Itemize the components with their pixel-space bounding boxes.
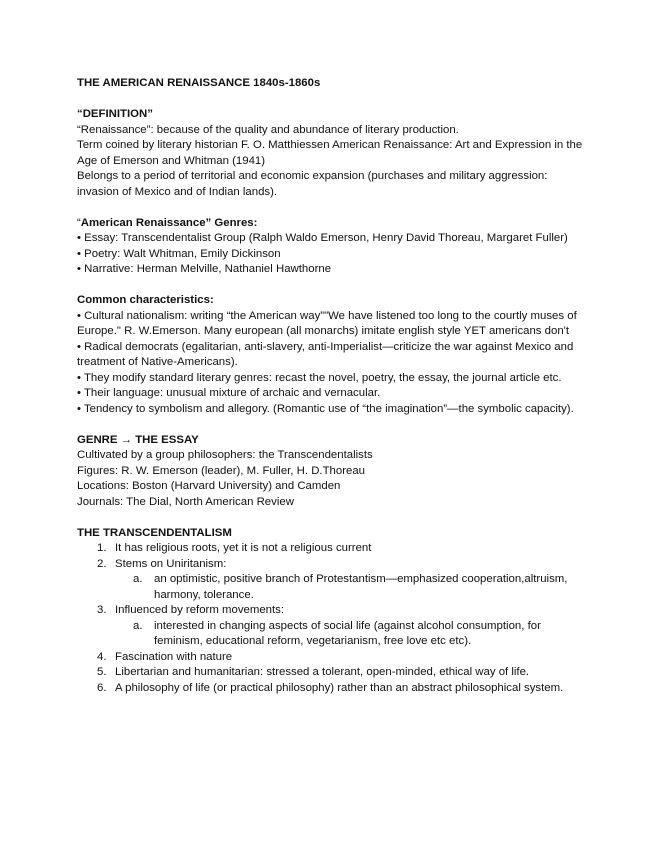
document-title: THE AMERICAN RENAISSANCE 1840s-1860s	[77, 77, 321, 89]
list-text: Stems on Uniritanism:	[115, 557, 227, 570]
document-body	[77, 76, 587, 696]
essay-heading: GENRE → THE ESSAY	[77, 433, 199, 446]
characteristic-item: • Radical democrats (egalitarian, anti-slavery, anti-Imperialist—criticize the war against Mexico and treatment of Native-Americans).	[77, 340, 574, 368]
list-text: Fascination with nature	[115, 650, 233, 663]
list-item	[77, 650, 587, 666]
sublist-text: interested in changing aspects of social life (against alcohol consumption, for feminism, educational reform, vegetarianism, free love etc etc).	[154, 619, 541, 647]
transcendentalism-list	[77, 650, 587, 697]
spacer	[77, 92, 587, 108]
essay-line: Figures: R. W. Emerson (leader), M. Fuller, H. D.Thoreau	[77, 464, 366, 477]
characteristics-heading: Common characteristics:	[77, 294, 214, 306]
transcendentalism-heading: THE TRANSCENDENTALISM	[77, 526, 232, 539]
list-item	[77, 557, 587, 573]
essay-line: Journals: The Dial, North American Review	[77, 495, 294, 508]
genres-heading	[77, 216, 587, 232]
spacer	[77, 417, 587, 433]
definition-line: “Renaissance”: because of the quality and abundance of literary production.	[77, 123, 459, 136]
sublist-letter: a.	[133, 619, 143, 632]
list-item	[77, 541, 587, 557]
genre-item: • Essay: Transcendentalist Group (Ralph Waldo Emerson, Henry David Thoreau, Margaret Fuller)	[77, 232, 568, 244]
list-item	[77, 603, 587, 619]
definition-section	[77, 107, 587, 200]
list-text: Libertarian and humanitarian: stressed a tolerant, open-minded, ethical way of life.	[115, 666, 530, 678]
sublist-item	[77, 619, 587, 650]
essay-line: Cultivated by a group philosophers: the Transcendentalists	[77, 449, 373, 461]
genre-item: • Poetry: Walt Whitman, Emily Dickinson	[77, 247, 281, 260]
list-text: It has religious roots, yet it is not a religious current	[115, 542, 372, 554]
transcendentalism-sublist	[77, 619, 587, 650]
list-number: 1.	[97, 542, 107, 554]
definition-heading: “DEFINITION”	[77, 108, 153, 120]
characteristic-item: • They modify standard literary genres: recast the novel, poetry, the essay, the journal article etc.	[77, 371, 562, 384]
essay-line: Locations: Boston (Harvard University) and Camden	[77, 480, 341, 492]
list-number: 3.	[97, 604, 107, 616]
genres-heading-quote: “	[77, 216, 81, 229]
essay-section	[77, 433, 587, 511]
definition-line: Belongs to a period of territorial and economic expansion (purchases and military aggression: invasion of Mexico and of Indian lands).	[77, 170, 548, 198]
list-text: A philosophy of life (or practical philosophy) rather than an abstract philosophical system.	[115, 681, 564, 694]
list-text: Influenced by reform movements:	[115, 604, 285, 616]
spacer	[77, 200, 587, 216]
characteristic-item: • Their language: unusual mixture of archaic and vernacular.	[77, 387, 381, 399]
sublist-text: an optimistic, positive branch of Protestantism—emphasized cooperation,altruism, harmony, tolerance.	[154, 573, 568, 601]
list-number: 4.	[97, 650, 107, 663]
characteristic-item: • Tendency to symbolism and allegory. (Romantic use of “the imagination”—the symbolic capacity).	[77, 402, 574, 415]
list-item	[77, 665, 587, 681]
transcendentalism-list	[77, 603, 587, 619]
list-item	[77, 681, 587, 697]
characteristics-section	[77, 293, 587, 417]
spacer	[77, 510, 587, 526]
transcendentalism-sublist	[77, 572, 587, 603]
characteristic-item: • Cultural nationalism: writing “the American way”"We have listened too long to the courtly muses of Europe." R. W.Emerson. Many european (all monarchs) imitate english style YET americans don't	[77, 309, 577, 337]
genres-section	[77, 216, 587, 278]
definition-line: Term coined by literary historian F. O. Matthiessen American Renaissance: Art and Expression in the Age of Emerson and Whitman (1941)	[77, 139, 583, 167]
list-number: 6.	[97, 681, 107, 694]
sublist-letter: a.	[133, 573, 143, 585]
list-number: 5.	[97, 666, 107, 678]
spacer	[77, 278, 587, 294]
genre-item: • Narrative: Herman Melville, Nathaniel Hawthorne	[77, 263, 332, 275]
list-number: 2.	[97, 557, 107, 570]
genres-heading-text: American Renaissance” Genres:	[80, 216, 258, 229]
sublist-item	[77, 572, 587, 603]
transcendentalism-list	[77, 541, 587, 572]
transcendentalism-section	[77, 526, 587, 697]
